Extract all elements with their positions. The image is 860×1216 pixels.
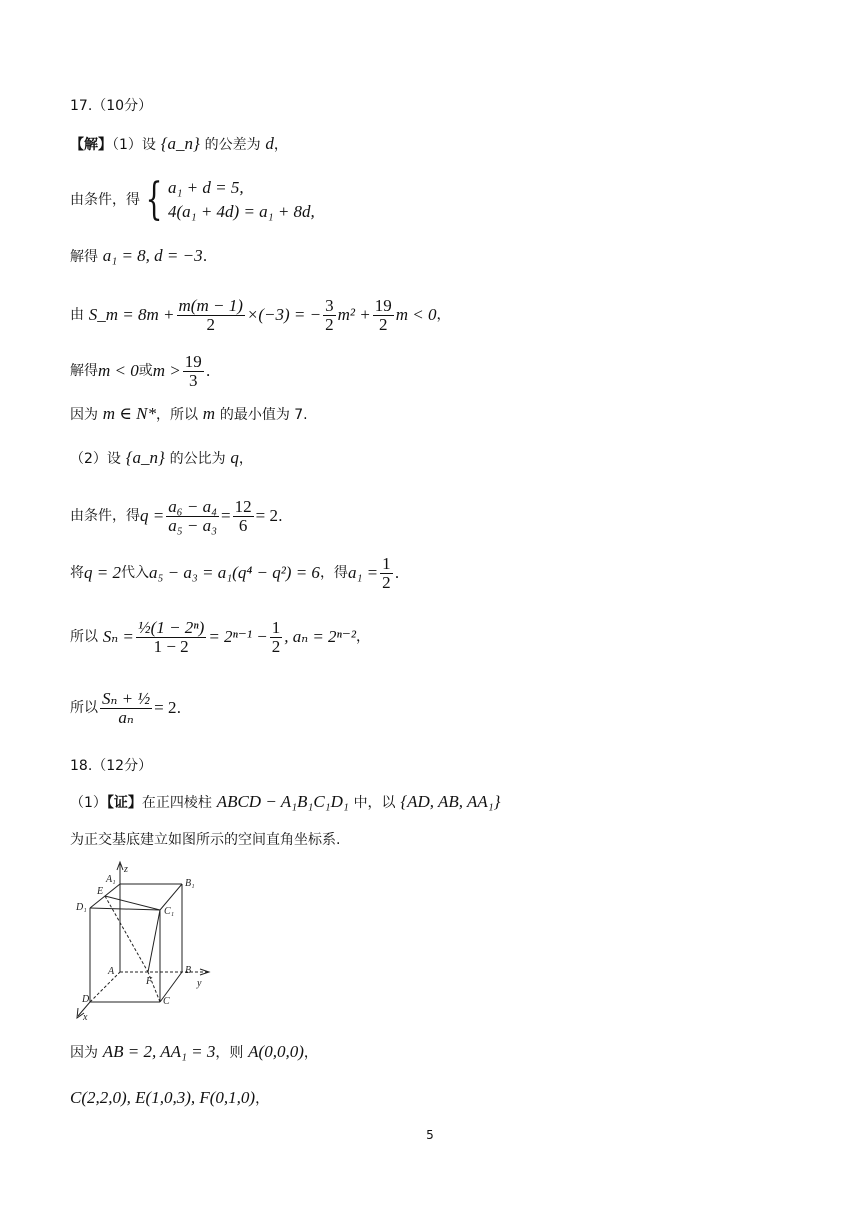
math: m² + (337, 305, 371, 324)
label-c1: C₁ (164, 906, 175, 917)
sequence-an: {a_n} (125, 448, 165, 467)
fraction: $\frac{\text{a₆ − a₄}}{\text{a₅ − a₃}}$ (168, 496, 218, 535)
math: a₁ = 8, d = −3 (102, 246, 203, 265)
math: = 2 (154, 698, 177, 717)
basis-vectors: {AD, AB, AA₁} (400, 792, 501, 811)
fraction: $\frac{19}{2}$ (374, 295, 392, 334)
label-b1: B₁ (185, 878, 195, 889)
fraction: $\frac{3}{2}$ (325, 295, 334, 334)
label-y: y (197, 978, 202, 989)
q17-solve-a1-d: 解得 a₁ = 8, d = −3. (70, 246, 208, 265)
math: a₅ − a₃ = a₁(q⁴ − q²) = 6 (148, 563, 320, 582)
label-e: E (97, 886, 104, 897)
q17-min-m (70, 404, 308, 425)
label-x: x (83, 1012, 88, 1023)
text: 所以 (70, 629, 98, 645)
fraction: $\frac{1}{2}$ (271, 617, 281, 656)
var-d: d (265, 134, 274, 153)
part-label: （1）设 (112, 137, 156, 153)
text: 解得 (70, 363, 98, 379)
math: = 2 (255, 506, 278, 525)
math: m < 0 (98, 361, 139, 380)
proof-tag: 【证】 (106, 795, 142, 811)
text: 所以 (70, 700, 98, 716)
solution-tag: 【解】 (70, 137, 112, 153)
label-c: C (163, 996, 170, 1007)
fraction: $\frac{m(m - 1)}{2}$ (178, 295, 243, 334)
label-d1: D₁ (76, 902, 87, 913)
q17-condition-system (70, 172, 315, 228)
text: 解得 (70, 249, 98, 265)
sequence-an: {a_n} (160, 134, 200, 153)
q18-heading: 18.（12分） (70, 758, 153, 774)
text: 由条件，得 (70, 508, 140, 524)
q18-part1-intro (70, 792, 500, 813)
text: 在正四棱柱 (141, 795, 212, 811)
q18-coords-1: 因为 AB = 2, AA₁ = 3，则 A(0,0,0)， (70, 1042, 318, 1061)
q17-solve-m: 解得 m < 0 或 m > $\frac{19}{3}$ . (70, 351, 211, 390)
math: m ∈ N* (102, 404, 156, 423)
text: ，则 (215, 1045, 244, 1061)
q17-sm-inequality: 由 S_m = 8m + $\frac{m(m - 1)}{2}$ ×(−3) = − $\frac{3}{2}$ m² + $\frac{19}{2}$ m < 0 ， (70, 295, 451, 334)
segment-c1f (148, 910, 160, 972)
text: 由 (70, 307, 84, 323)
q17-part1-intro (70, 134, 288, 155)
math: ×(−3) = − (246, 305, 322, 324)
condition-label: 由条件，得 (70, 192, 140, 208)
left-brace: { (145, 174, 163, 225)
text: 将 (70, 565, 84, 581)
fraction: $\frac{\text{½(1 − 2ⁿ)}}{1 - 2}$ (137, 617, 205, 656)
text: 代入 (120, 565, 149, 581)
math: m > (152, 361, 181, 380)
q17-a1-value: 将 q = 2 代入 a₅ − a₃ = a₁(q⁴ − q²) = 6 ，得 a₁ = $\frac{1}{2}$ . (70, 553, 400, 592)
part-label: （2）设 (70, 451, 121, 467)
punct: ， (273, 137, 288, 153)
fraction: $\frac{12}{6}$ (234, 496, 252, 535)
text: 的公差为 (204, 137, 261, 153)
math: AB = 2, AA₁ = 3 (102, 1042, 216, 1061)
equation-system (168, 176, 315, 224)
q17-heading: 17.（10分） (70, 98, 153, 114)
points-cef: C(2,2,0), E(1,0,3), F(0,1,0) (70, 1088, 256, 1107)
q17-ratio: 所以 $\frac{\text{Sₙ + ½}}{\text{aₙ}}$ = 2 . (70, 688, 182, 727)
math: ABCD − A₁B₁C₁D₁ (216, 792, 349, 811)
text: 的最小值为 7. (219, 407, 308, 423)
equation-1: a₁ + d = 5, (168, 178, 244, 197)
equation-2: 4(a₁ + 4d) = a₁ + 8d, (168, 202, 315, 221)
q17-sn-an: 所以 Sₙ = $\frac{\text{½(1 − 2ⁿ)}}{1 - 2}$ = 2ⁿ⁻¹ − $\frac{1}{2}$ , aₙ = 2ⁿ⁻² ， (70, 617, 370, 656)
math: S_m = 8m + (88, 305, 175, 324)
segment-ec1 (105, 896, 160, 910)
segment-ef (105, 896, 148, 972)
text: 中，以 (353, 795, 396, 811)
q18-basis-text: 为正交基底建立如图所示的空间直角坐标系. (70, 832, 341, 848)
fraction: $\frac{\text{Sₙ + ½}}{\text{aₙ}}$ (102, 688, 151, 727)
q18-coords-2: C(2,2,0), E(1,0,3), F(0,1,0)， (70, 1088, 270, 1107)
text: 的公比为 (169, 451, 226, 467)
fraction: $\frac{19}{3}$ (184, 351, 202, 390)
fraction: $\frac{1}{2}$ (382, 553, 391, 592)
text: ，得 (319, 565, 348, 581)
label-a: A (108, 966, 115, 977)
label-d: D (82, 994, 90, 1005)
text: 因为 (70, 1045, 98, 1061)
math: Sₙ = (102, 627, 134, 646)
math: q = 2 (84, 563, 121, 582)
label-f: F (146, 976, 153, 987)
math: m < 0 (395, 305, 437, 324)
edge-da (90, 972, 120, 1002)
point-a: A(0,0,0) (248, 1042, 304, 1061)
var-q: q (230, 448, 239, 467)
text: 因为 (70, 407, 98, 423)
edge-d1c1 (90, 908, 160, 910)
q17-q-value: 由条件，得 q = $\frac{\text{a₆ − a₄}}{\text{a₅ − a₃}}$ = $\frac{12}{6}$ = 2 . (70, 496, 283, 535)
math: = 2ⁿ⁻¹ − (208, 627, 268, 646)
part-label: （1） (70, 795, 107, 811)
text: ，所以 (155, 407, 198, 423)
label-b: B (185, 965, 192, 976)
var-m: m (202, 404, 216, 423)
text: 或 (138, 363, 153, 379)
page-number: 5 (426, 1128, 434, 1142)
math: , aₙ = 2ⁿ⁻² (284, 627, 356, 646)
label-a1: A₁ (106, 874, 116, 885)
label-z: z (124, 864, 128, 875)
punct: ， (238, 451, 253, 467)
math: q = (140, 506, 165, 525)
prism-figure (70, 858, 220, 1026)
q17-part2-intro (70, 448, 253, 469)
math: a₁ = (347, 563, 379, 582)
